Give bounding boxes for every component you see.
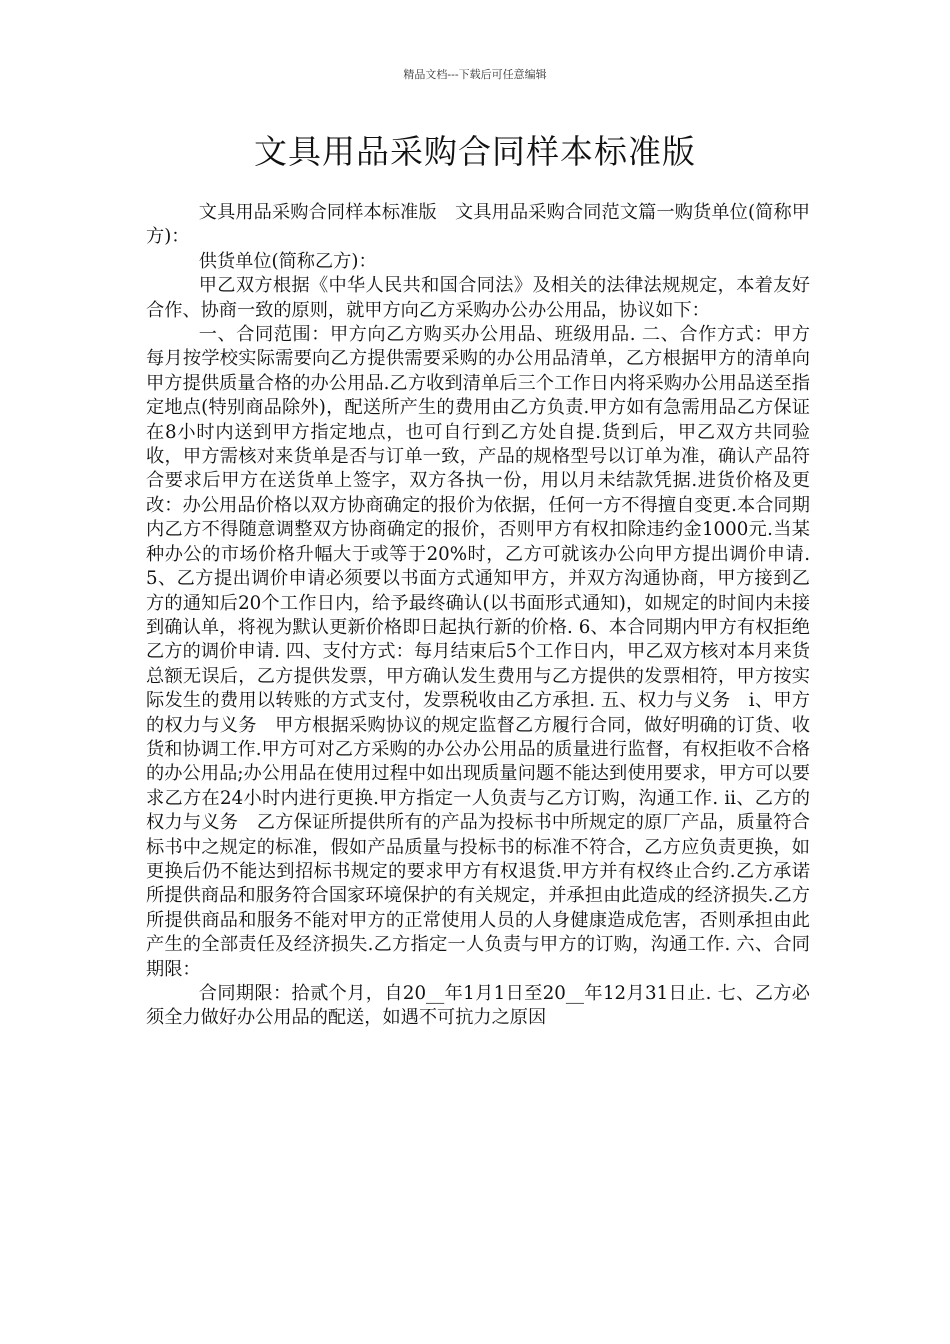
paragraph-terms: 一、合同范围：甲方向乙方购买办公用品、班级用品. 二、合作方式：甲方每月按学校实际需要向乙方提供需要采购的办公用品清单，乙方根据甲方的清单向甲方提供质量合格的办公用品.乙方收到清单后三个工作日内将采购办公用品送至指定地点(特别商品除外)，配送所产生的费用由乙方负责.甲方如有急需用品乙方保证在8小时内送到甲方指定地点，也可自行到乙方处自提.货到后，甲乙双方共同验收，甲方需核对来货单是否与订单一致，产品的规格型号以订单为准，确认产品符合要求后甲方在送货单上签字，双方各执一份，用以月未结款凭据.进货价格及更改：办公用品价格以双方协商确定的报价为依据，任何一方不得擅自变更.本合同期内乙方不得随意调整双方协商确定的报价，否则甲方有权扣除违约金1000元.当某种办公的市场价格升幅大于或等于20%时，乙方可就该办公向甲方提出调价申请. 5、乙方提出调价申请必须要以书面方式通知甲方，并双方沟通协商，甲方接到乙方的通知后20个工作日内，给予最终确认(以书面形式通知)，如规定的时间内未接到确认单，将视为默认更新价格即日起执行新的价格. 6、本合同期内甲方有权拒绝乙方的调价申请. 四、支付方式：每月结束后5个工作日内，甲乙双方核对本月来货总额无误后，乙方提供发票，甲方确认发生费用与乙方提供的发票相符，甲方按实际发生的费用以转账的方式支付，发票税收由乙方承担. 五、权力与义务 i、甲方的权力与义务 甲方根据采购协议的规定监督乙方履行合同，做好明确的订货、收货和协调工作.甲方可对乙方采购的办公办公用品的质量进行监督，有权拒收不合格的办公用品;办公用品在使用过程中如出现质量问题不能达到使用要求，甲方可以要求乙方在24小时内进行更换.甲方指定一人负责与乙方订购，沟通工作. ii、乙方的权力与义务 乙方保证所提供所有的产品为投标书中所规定的原厂产品，质量符合标书中之规定的标准，假如产品质量与投标书的标准不符合，乙方应负责更换，如更换后仍不能达到招标书规定的要求甲方有权退货.甲方并有权终止合约.乙方承诺所提供商品和服务符合国家环境保护的有关规定，并承担由此造成的经济损失.乙方所提供商品和服务不能对甲方的正常使用人员的人身健康造成危害，否则承担由此产生的全部责任及经济损失.乙方指定一人负责与甲方的订购，沟通工作. 六、合同期限：	[146, 324, 810, 980]
paragraph-period: 合同期限：拾贰个月，自20__年1月1日至20__年12月31日止. 七、乙方必须全力做好办公用品的配送，如遇不可抗力之原因	[146, 983, 810, 1029]
paragraph-preamble: 甲乙双方根据《中华人民共和国合同法》及相关的法律法规规定，本着友好合作、协商一致的原则，就甲方向乙方采购办公办公用品，协议如下：	[146, 275, 810, 321]
header-note: 精品文档---下载后可任意编辑	[403, 68, 547, 81]
paragraph-intro: 文具用品采购合同样本标准版 文具用品采购合同范文篇一购货单位(简称甲方)：	[146, 202, 810, 248]
document-title: 文具用品采购合同样本标准版	[254, 132, 696, 171]
paragraph-supplier: 供货单位(简称乙方)：	[198, 250, 377, 272]
document-body	[146, 201, 810, 1031]
